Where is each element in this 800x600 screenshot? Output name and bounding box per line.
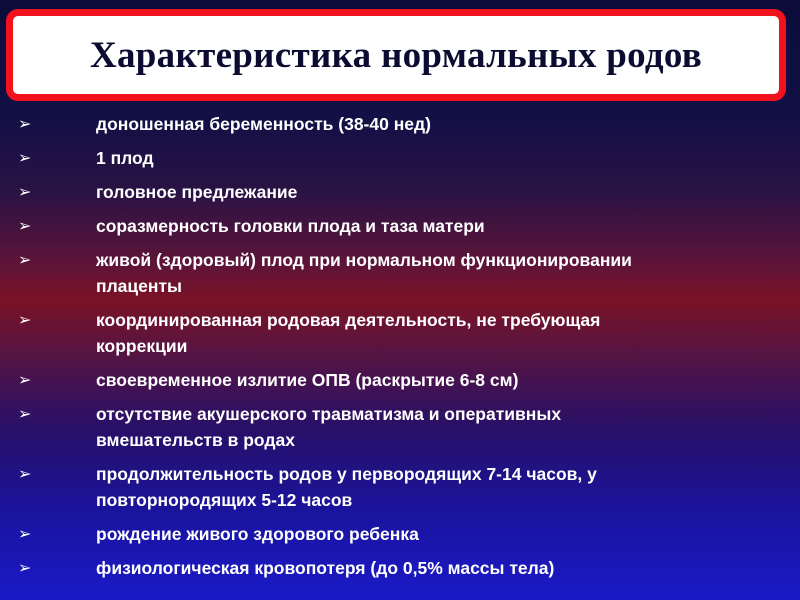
bullet-line: своевременное излитие ОПВ (раскрытие 6-8 см) <box>96 370 519 390</box>
bullet-line: плаценты <box>96 276 182 296</box>
bullet-text <box>96 179 776 205</box>
bullet-text <box>96 111 776 137</box>
arrow-bullet-icon: ➢ <box>18 216 32 235</box>
arrow-bullet-icon: ➢ <box>18 524 32 543</box>
arrow-bullet-icon: ➢ <box>18 182 32 201</box>
arrow-bullet-icon: ➢ <box>18 370 32 389</box>
bullet-item <box>0 213 800 239</box>
bullet-item <box>0 111 800 137</box>
bullet-line: соразмерность головки плода и таза матери <box>96 216 485 236</box>
bullet-text <box>96 401 776 453</box>
bullet-line: рождение живого здорового ребенка <box>96 524 419 544</box>
bullet-text <box>96 521 776 547</box>
bullet-text <box>96 367 776 393</box>
bullet-text <box>96 555 776 581</box>
bullet-line: продолжительность родов у первородящих 7-14 часов, у <box>96 464 597 484</box>
arrow-bullet-icon: ➢ <box>18 404 32 423</box>
bullet-line: физиологическая кровопотеря (до 0,5% массы тела) <box>96 558 555 578</box>
title-box <box>6 9 786 101</box>
bullet-line: доношенная беременность (38-40 нед) <box>96 114 431 134</box>
bullet-text <box>96 213 776 239</box>
arrow-bullet-icon: ➢ <box>18 114 32 133</box>
bullet-item <box>0 247 800 299</box>
bullet-text <box>96 461 776 513</box>
bullet-text <box>96 145 776 171</box>
arrow-bullet-icon: ➢ <box>18 310 32 329</box>
bullet-text <box>96 247 776 299</box>
bullet-line: вмешательств в родах <box>96 430 295 450</box>
bullet-line: коррекции <box>96 336 188 356</box>
bullet-item <box>0 521 800 547</box>
bullet-line: 1 плод <box>96 148 154 168</box>
bullet-item <box>0 401 800 453</box>
bullet-line: координированная родовая деятельность, не требующая <box>96 310 601 330</box>
bullet-line: головное предлежание <box>96 182 298 202</box>
bullet-line: отсутствие акушерского травматизма и оперативных <box>96 404 562 424</box>
arrow-bullet-icon: ➢ <box>18 464 32 483</box>
bullet-item <box>0 555 800 581</box>
bullet-item <box>0 367 800 393</box>
bullet-line: живой (здоровый) плод при нормальном функционировании <box>96 250 632 270</box>
bullet-item <box>0 461 800 513</box>
bullet-item <box>0 179 800 205</box>
bullet-item <box>0 145 800 171</box>
bullet-list <box>0 111 800 589</box>
bullet-line: повторнородящих 5-12 часов <box>96 490 353 510</box>
arrow-bullet-icon: ➢ <box>18 558 32 577</box>
arrow-bullet-icon: ➢ <box>18 148 32 167</box>
slide-title: Характеристика нормальных родов <box>89 34 702 76</box>
bullet-text <box>96 307 776 359</box>
arrow-bullet-icon: ➢ <box>18 250 32 269</box>
bullet-item <box>0 307 800 359</box>
